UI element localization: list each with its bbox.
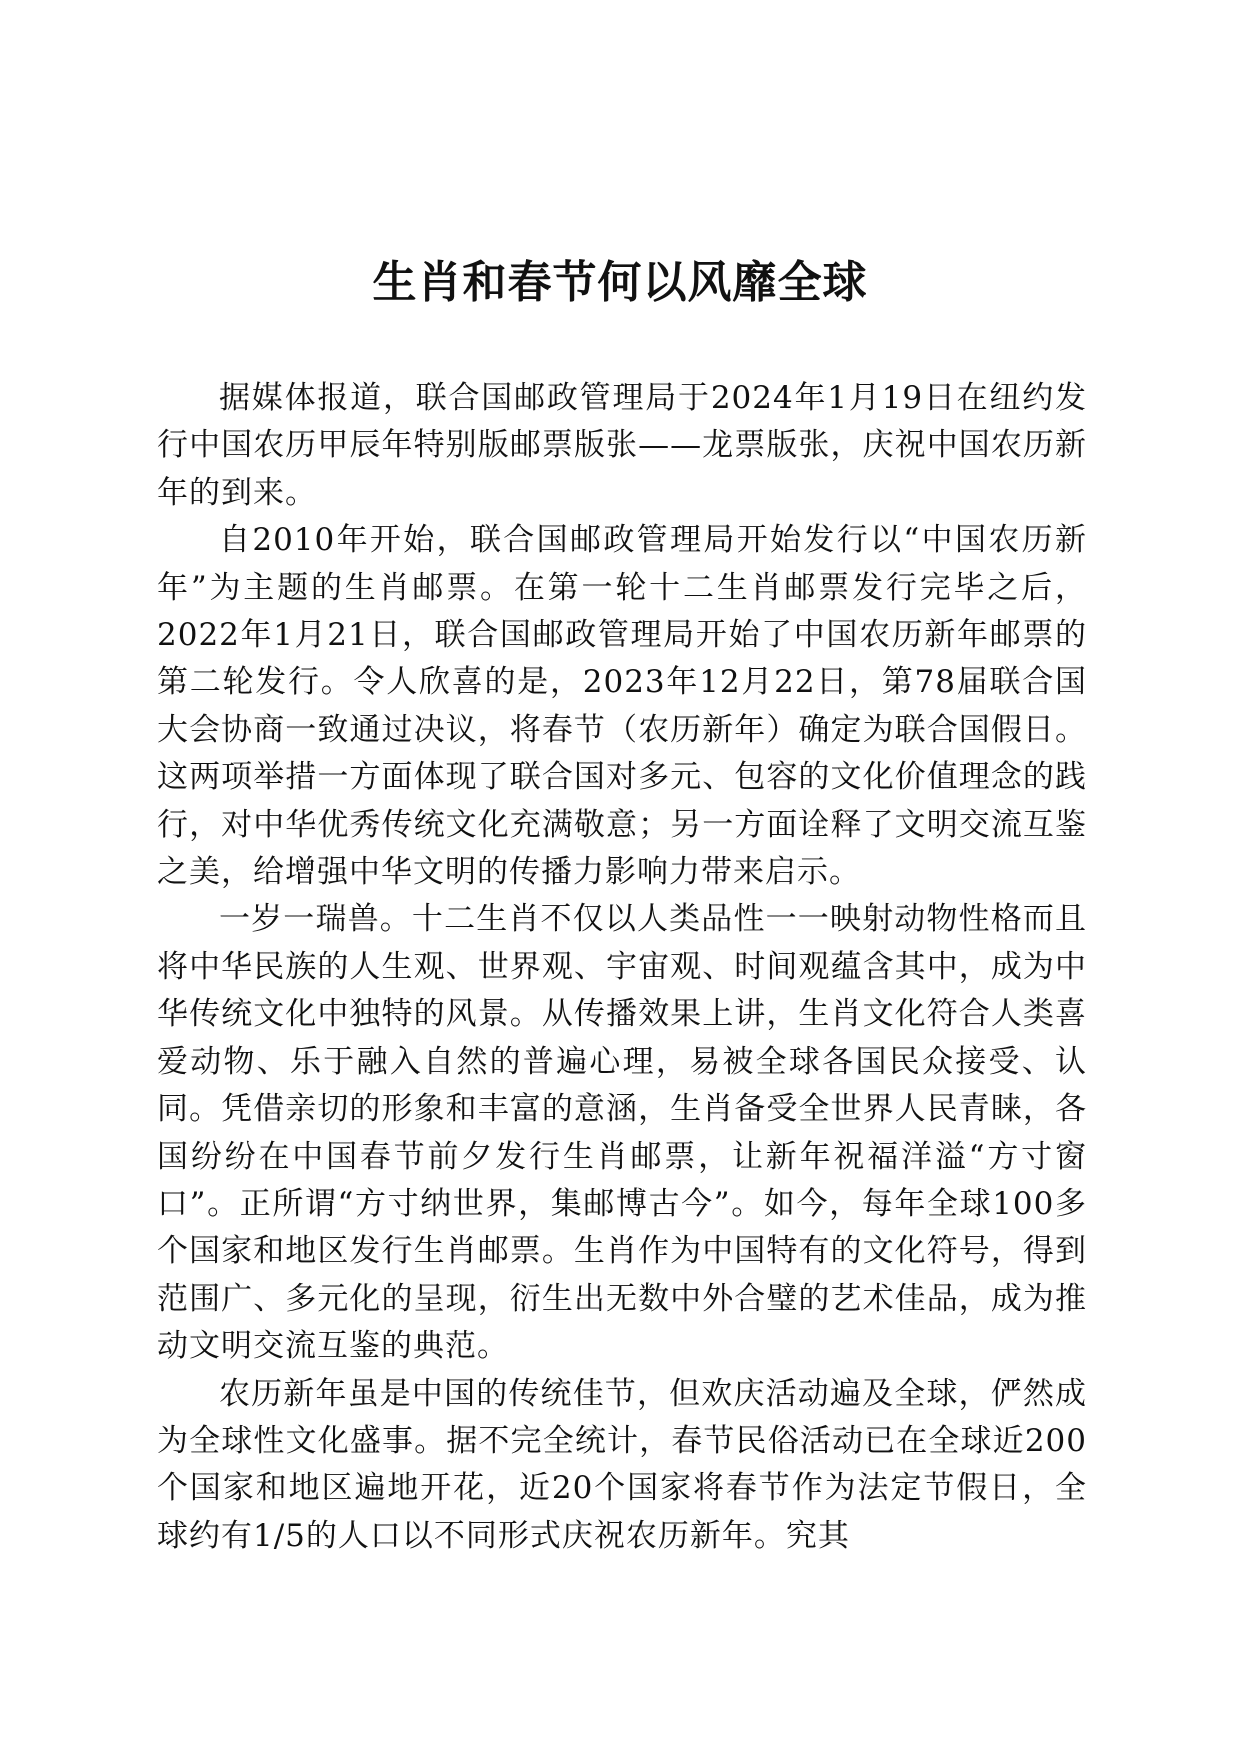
article-body <box>157 375 1087 1560</box>
paragraph-2: 自2010年开始，联合国邮政管理局开始发行以“中国农历新年”为主题的生肖邮票。在第一轮十二生肖邮票发行完毕之后，2022年1月21日，联合国邮政管理局开始了中国农历新年邮票的第二轮发行。令人欣喜的是，2023年12月22日，第78届联合国大会协商一致通过决议，将春节（农历新年）确定为联合国假日。这两项举措一方面体现了联合国对多元、包容的文化价值理念的践行，对中华优秀传统文化充满敬意；另一方面诠释了文明交流互鉴之美，给增强中华文明的传播力影响力带来启示。 <box>157 522 1087 891</box>
paragraph-3: 一岁一瑞兽。十二生肖不仅以人类品性一一映射动物性格而且将中华民族的人生观、世界观、宇宙观、时间观蕴含其中，成为中华传统文化中独特的风景。从传播效果上讲，生肖文化符合人类喜爱动物、乐于融入自然的普遍心理，易被全球各国民众接受、认同。凭借亲切的形象和丰富的意涵，生肖备受全世界人民青睐，各国纷纷在中国春节前夕发行生肖邮票，让新年祝福洋溢“方寸窗口”。正所谓“方寸纳世界，集邮博古今”。如今，每年全球100多个国家和地区发行生肖邮票。生肖作为中国特有的文化符号，得到范围广、多元化的呈现，衍生出无数中外合璧的艺术佳品，成为推动文明交流互鉴的典范。 <box>157 901 1087 1365</box>
paragraph-1: 据媒体报道，联合国邮政管理局于2024年1月19日在纽约发行中国农历甲辰年特别版邮票版张——龙票版张，庆祝中国农历新年的到来。 <box>157 380 1087 511</box>
paragraph-4: 农历新年虽是中国的传统佳节，但欢庆活动遍及全球，俨然成为全球性文化盛事。据不完全统计，春节民俗活动已在全球近200个国家和地区遍地开花，近20个国家将春节作为法定节假日，全球约有1/5的人口以不同形式庆祝农历新年。究其 <box>157 1375 1087 1554</box>
article-title: 生肖和春节何以风靡全球 <box>372 257 868 308</box>
